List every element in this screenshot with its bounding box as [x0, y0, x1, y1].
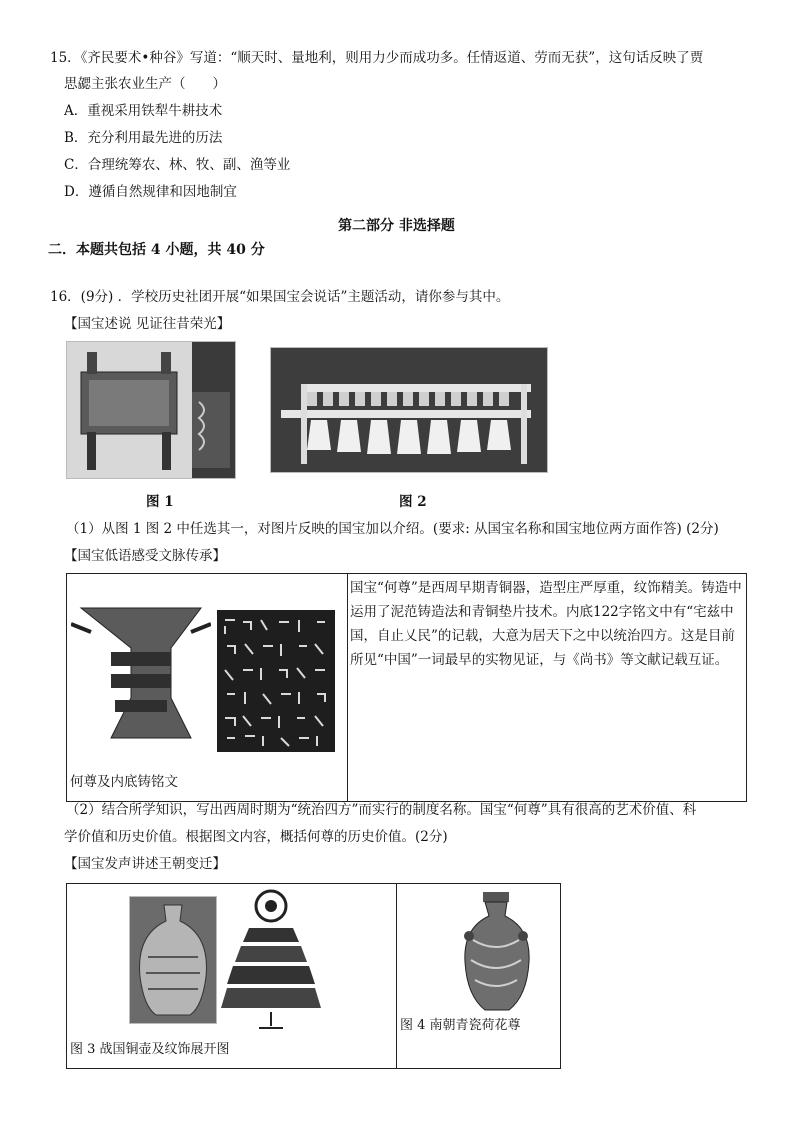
- dynasty-artifacts-table: [66, 883, 561, 1069]
- part1-heading: 【国宝述说 见证往昔荣光】: [64, 316, 231, 332]
- figure-3-caption: 图 3 战国铜壶及纹饰展开图: [70, 1042, 230, 1057]
- he-zun-table: [66, 573, 747, 802]
- q15-option-d[interactable]: D．遵循自然规律和因地制宜: [64, 184, 237, 200]
- figure-2-bells-photo: [270, 347, 548, 473]
- he-zun-vessel-photo: [71, 600, 211, 742]
- q15-option-b[interactable]: B．充分利用最先进的历法: [64, 130, 223, 146]
- he-zun-caption: 何尊及内底铸铭文: [70, 774, 178, 790]
- section-subtitle: 二．本题共包括 4 小题，共 40 分: [48, 242, 265, 258]
- figure-1-caption: 图 1: [146, 494, 174, 510]
- section-title: 第二部分 非选择题: [338, 218, 455, 234]
- sub-question-1: （1）从图 1 图 2 中任选其一，对图片反映的国宝加以介绍。(要求: 从国宝名称和国宝地位两方面作答) (2分): [66, 521, 719, 537]
- part3-heading: 【国宝发声讲述王朝变迁】: [64, 856, 226, 872]
- q16-intro: 16．(9分) ．学校历史社团开展“如果国宝会说话”主题活动，请你参与其中。: [50, 289, 510, 305]
- figure-1-ding-photo: [66, 341, 236, 479]
- chime-bells-illustration-icon: [271, 348, 547, 472]
- decoration-pattern-icon: [219, 888, 323, 1038]
- he-zun-description: 国宝“何尊”是西周早期青铜器，造型庄严厚重，纹饰精美。铸造中运用了泥范铸造法和青铜垫片技术。内底122字铭文中有“宅兹中国，自止乂民”的记载，大意为居天下之中以统治四方。这是目前所见“中国”一词最早的实物见证，与《尚书》等文献记载互证。: [350, 580, 742, 668]
- q15-stem-line1: 15．《齐民要术•种谷》写道：“顺天时、量地利，则用力少而成功多。任情返道、劳而无获”，这句话反映了贾: [50, 50, 704, 66]
- celadon-vase-icon: [453, 888, 539, 1014]
- q15-stem-line2: 思勰主张农业生产（ ）: [64, 76, 226, 92]
- sub-question-2-line1: （2）结合所学知识，写出西周时期为“统治四方”而实行的制度名称。国宝“何尊”具有很高的艺术价值、科: [66, 802, 697, 818]
- sub-question-2-line2: 学价值和历史价值。根据图文内容，概括何尊的历史价值。(2分): [64, 829, 448, 845]
- figure-3-pattern-photo: [219, 888, 323, 1038]
- figure-4-caption: 图 4 南朝青瓷荷花尊: [400, 1018, 521, 1033]
- figure-3-bronze-pot-photo: [129, 896, 217, 1024]
- bronze-vessel-icon: [71, 600, 211, 742]
- figure-2-caption: 图 2: [399, 494, 427, 510]
- figure-4-celadon-zun-photo: [453, 888, 539, 1014]
- ding-illustration-icon: [67, 342, 235, 478]
- q15-option-a[interactable]: A．重视采用铁犁牛耕技术: [64, 103, 223, 119]
- inscription-texture-icon: [217, 610, 335, 752]
- part2-heading: 【国宝低语感受文脉传承】: [64, 548, 226, 564]
- he-zun-inscription-photo: [217, 610, 335, 752]
- bronze-pot-icon: [130, 897, 216, 1023]
- q15-option-c[interactable]: C．合理统筹农、林、牧、副、渔等业: [64, 157, 291, 173]
